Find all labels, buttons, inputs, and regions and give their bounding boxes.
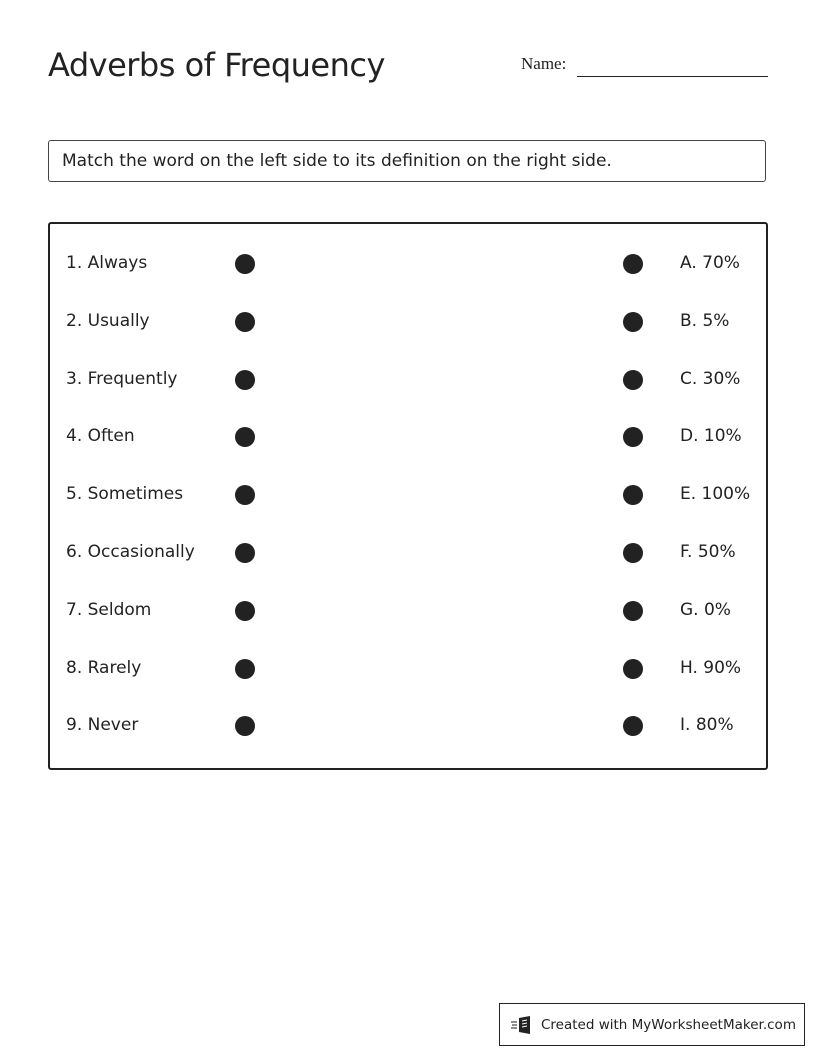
left-item-label: 7. Seldom [66,599,152,620]
page-title: Adverbs of Frequency [48,46,385,84]
right-match-dot[interactable] [623,427,643,447]
right-match-dot[interactable] [623,370,643,390]
right-match-dot[interactable] [623,716,643,736]
right-item-label: I. 80% [680,715,734,736]
name-label: Name: [521,54,567,73]
match-row [50,365,766,395]
right-item-label: C. 30% [680,368,741,389]
match-row [50,711,766,741]
match-row [50,422,766,452]
right-item-label: A. 70% [680,253,740,273]
left-match-dot[interactable] [235,312,255,332]
left-match-dot[interactable] [235,485,255,505]
match-row [50,249,766,279]
name-field-line[interactable] [577,76,768,77]
right-item-label: G. 0% [680,599,731,620]
left-match-dot[interactable] [235,659,255,679]
left-item-label: 4. Often [66,426,135,447]
left-item-label: 2. Usually [66,310,150,331]
left-item-label: 6. Occasionally [66,542,195,562]
footer-text: Created with MyWorksheetMaker.com [541,1017,796,1033]
right-match-dot[interactable] [623,254,643,274]
left-match-dot[interactable] [235,427,255,447]
left-item-label: 3. Frequently [66,368,178,389]
right-item-label: F. 50% [680,542,736,562]
right-match-dot[interactable] [623,659,643,679]
instructions-text: Match the word on the left side to its definition on the right side. [62,151,612,171]
right-item-label: B. 5% [680,310,730,331]
left-match-dot[interactable] [235,601,255,621]
match-row [50,596,766,626]
right-match-dot[interactable] [623,312,643,332]
left-match-dot[interactable] [235,254,255,274]
footer-badge [499,1003,805,1046]
right-item-label: H. 90% [680,657,742,678]
matching-box [48,222,768,770]
worksheet-maker-logo-icon [511,1015,533,1035]
match-row [50,480,766,510]
left-item-label: 8. Rarely [66,657,142,678]
right-match-dot[interactable] [623,485,643,505]
match-row [50,654,766,684]
left-match-dot[interactable] [235,543,255,563]
left-item-label: 1. Always [66,253,148,273]
match-row [50,307,766,337]
instructions-box [48,140,766,182]
match-row [50,538,766,568]
right-item-label: E. 100% [680,484,751,505]
right-match-dot[interactable] [623,601,643,621]
left-item-label: 5. Sometimes [66,484,184,505]
left-item-label: 9. Never [66,715,139,736]
left-match-dot[interactable] [235,716,255,736]
left-match-dot[interactable] [235,370,255,390]
right-item-label: D. 10% [680,426,742,447]
right-match-dot[interactable] [623,543,643,563]
